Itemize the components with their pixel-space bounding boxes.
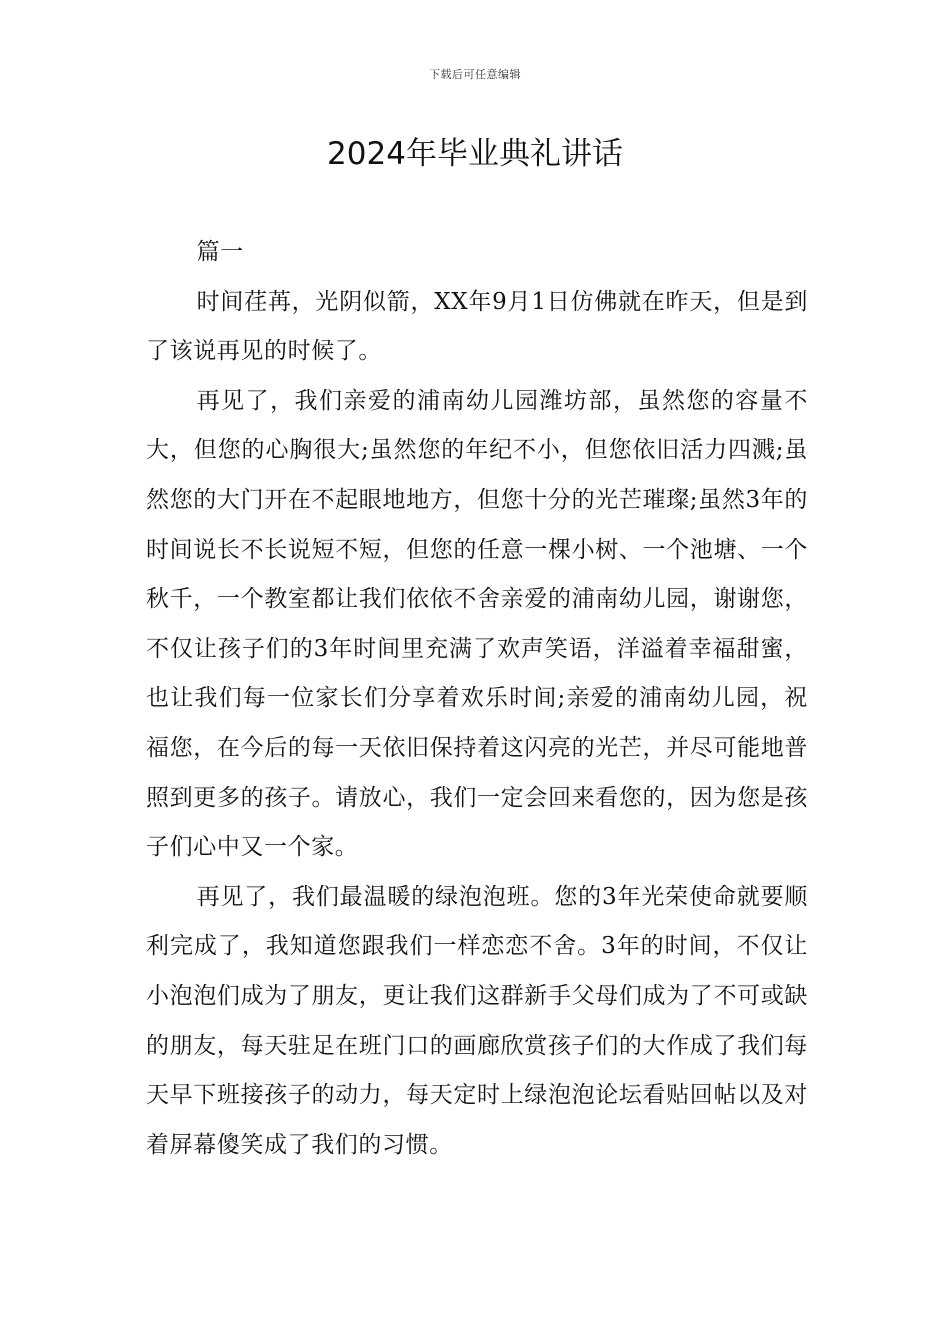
paragraph-1: 时间荏苒，光阴似箭，XX年9月1日仿佛就在昨天，但是到了该说再见的时候了。	[146, 288, 808, 365]
paragraph-2: 再见了，我们亲爱的浦南幼儿园潍坊部，虽然您的容量不大，但您的心胸很大;虽然您的年纪不小，但您依旧活力四溅;虽然您的大门开在不起眼地地方，但您十分的光芒璀璨;虽然3年的时间说长不长说短不短，但您的任意一棵小树、一个池塘、一个秋千，一个教室都让我们依依不舍亲爱的浦南幼儿园，谢谢您，不仅让孩子们的3年时间里充满了欢声笑语，洋溢着幸福甜蜜，也让我们每一位家长们分享着欢乐时间;亲爱的浦南幼儿园，祝福您，在今后的每一天依旧保持着这闪亮的光芒，并尽可能地普照到更多的孩子。请放心，我们一定会回来看您的，因为您是孩子们心中又一个家。	[146, 387, 808, 861]
paragraph-3: 再见了，我们最温暖的绿泡泡班。您的3年光荣使命就要顺利完成了，我知道您跟我们一样恋恋不舍。3年的时间，不仅让小泡泡们成为了朋友，更让我们这群新手父母们成为了不可或缺的朋友，每天驻足在班门口的画廊欣赏孩子们的大作成了我们每天早下班接孩子的动力，每天定时上绿泡泡论坛看贴回帖以及对着屏幕傻笑成了我们的习惯。	[146, 883, 808, 1158]
document-body	[146, 228, 808, 1170]
section-label: 篇一	[196, 239, 244, 265]
document-title: 2024年毕业典礼讲话	[327, 136, 623, 172]
header-note: 下载后可任意编辑	[429, 68, 521, 81]
